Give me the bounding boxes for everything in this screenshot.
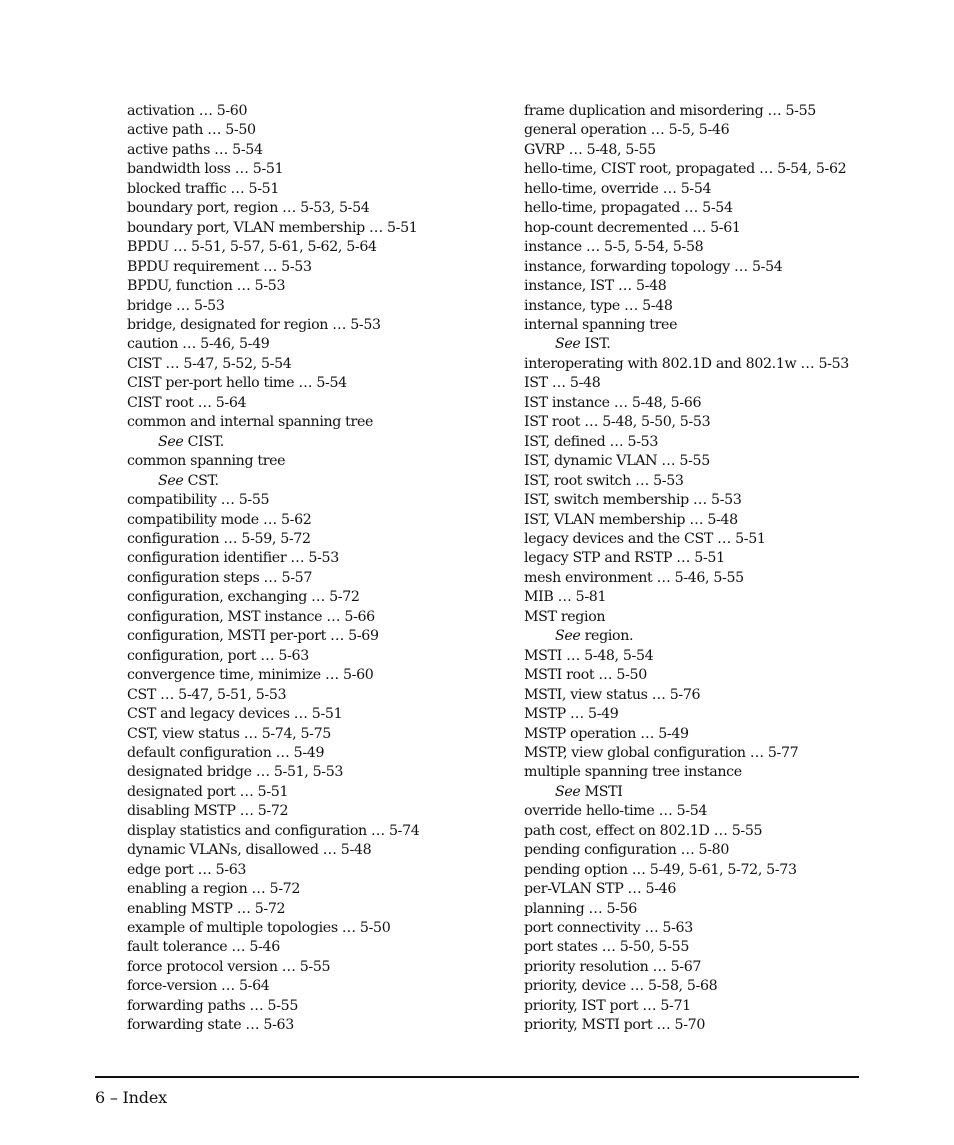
index-entry-text: blocked traffic … 5-51 (127, 180, 279, 197)
see-word: See (158, 433, 184, 450)
index-entry-text: legacy devices and the CST … 5-51 (524, 530, 766, 547)
index-entry-text: hello-time, CIST root, propagated … 5-54, 5-62 (524, 161, 847, 178)
index-entry-text: priority, IST port … 5-71 (524, 997, 691, 1014)
index-entry-text: IST, dynamic VLAN … 5-55 (524, 453, 710, 470)
index-entry (127, 549, 507, 568)
see-reference (127, 472, 507, 491)
index-entry (524, 413, 944, 432)
index-entry (524, 822, 944, 841)
index-entry-text: instance, IST … 5-48 (524, 278, 667, 295)
index-entry (127, 647, 507, 666)
index-entry-text: configuration steps … 5-57 (127, 569, 313, 586)
index-entry (127, 822, 507, 841)
index-entry-text: CST, view status … 5-74, 5-75 (127, 725, 331, 742)
index-entry-text: priority resolution … 5-67 (524, 958, 702, 975)
index-entry (127, 569, 507, 588)
index-entry-text: configuration, exchanging … 5-72 (127, 589, 360, 606)
index-entry (524, 511, 944, 530)
page-footer: 6 – Index (95, 1088, 167, 1107)
index-entry-text: hop-count decremented … 5-61 (524, 219, 741, 236)
index-entry-text: BPDU, function … 5-53 (127, 278, 286, 295)
index-entry-text: instance, type … 5-48 (524, 297, 673, 314)
index-entry-text: common spanning tree (127, 453, 286, 470)
index-entry (524, 977, 944, 996)
index-entry (524, 219, 944, 238)
index-entry-text: hello-time, override … 5-54 (524, 180, 712, 197)
index-entry (524, 919, 944, 938)
index-entry-text: priority, MSTI port … 5-70 (524, 1017, 706, 1034)
index-entry-text: internal spanning tree (524, 316, 678, 333)
index-entry (127, 763, 507, 782)
index-entry-text: force protocol version … 5-55 (127, 958, 331, 975)
index-entry (127, 297, 507, 316)
footer-rule (95, 1076, 859, 1078)
index-entry-text: IST, defined … 5-53 (524, 433, 659, 450)
index-entry-text: dynamic VLANs, disallowed … 5-48 (127, 842, 372, 859)
index-entry-text: planning … 5-56 (524, 900, 637, 917)
index-entry (127, 355, 507, 374)
index-entry-text: MSTP … 5-49 (524, 706, 619, 723)
index-entry (524, 102, 944, 121)
index-entry-text: IST, VLAN membership … 5-48 (524, 511, 738, 528)
index-entry-text: designated port … 5-51 (127, 783, 289, 800)
index-entry-text: interoperating with 802.1D and 802.1w … 5-53 (524, 355, 849, 372)
index-entry-text: designated bridge … 5-51, 5-53 (127, 764, 344, 781)
index-entry (524, 647, 944, 666)
index-entry-text: enabling a region … 5-72 (127, 881, 301, 898)
index-entry-text: MSTI root … 5-50 (524, 667, 647, 684)
index-entry (524, 141, 944, 160)
index-entry-text: configuration, port … 5-63 (127, 647, 309, 664)
see-reference (524, 335, 944, 354)
index-entry-text: MIB … 5-81 (524, 589, 607, 606)
index-entry-text: IST root … 5-48, 5-50, 5-53 (524, 414, 711, 431)
index-entry (524, 433, 944, 452)
index-entry (524, 861, 944, 880)
index-entry-text: configuration, MST instance … 5-66 (127, 608, 375, 625)
index-entry (524, 297, 944, 316)
index-entry (127, 530, 507, 549)
index-entry (524, 900, 944, 919)
index-entry (127, 316, 507, 335)
index-entry-text: port states … 5-50, 5-55 (524, 939, 690, 956)
index-entry (524, 258, 944, 277)
index-entry-text: display statistics and configuration … 5-74 (127, 822, 420, 839)
index-entry (524, 452, 944, 471)
index-entry-text: legacy STP and RSTP … 5-51 (524, 550, 725, 567)
index-entry (524, 686, 944, 705)
index-entry-text: per-VLAN STP … 5-46 (524, 881, 677, 898)
index-entry (127, 841, 507, 860)
index-entry-text: active paths … 5-54 (127, 141, 263, 158)
index-entry (127, 511, 507, 530)
see-target: MSTI (580, 783, 623, 800)
index-entry-text: bandwidth loss … 5-51 (127, 161, 284, 178)
index-entry (524, 569, 944, 588)
index-entry (524, 666, 944, 685)
index-entry-text: fault tolerance … 5-46 (127, 939, 280, 956)
index-entry-text: force-version … 5-64 (127, 978, 270, 995)
index-entry-text: enabling MSTP … 5-72 (127, 900, 286, 917)
index-entry (127, 160, 507, 179)
index-entry-text: example of multiple topologies … 5-50 (127, 920, 391, 937)
index-entry-text: forwarding state … 5-63 (127, 1017, 294, 1034)
index-entry-text: BPDU … 5-51, 5-57, 5-61, 5-62, 5-64 (127, 239, 377, 256)
index-entry-text: default configuration … 5-49 (127, 744, 325, 761)
index-entry-text: mesh environment … 5-46, 5-55 (524, 569, 744, 586)
see-word: See (555, 783, 581, 800)
index-entry-text: hello-time, propagated … 5-54 (524, 200, 733, 217)
index-entry (524, 588, 944, 607)
index-entry-text: CIST root … 5-64 (127, 394, 247, 411)
index-entry-text: configuration identifier … 5-53 (127, 550, 339, 567)
index-entry (524, 491, 944, 510)
index-entry (127, 277, 507, 296)
index-entry-text: IST, root switch … 5-53 (524, 472, 684, 489)
index-entry-text: bridge … 5-53 (127, 297, 225, 314)
index-entry (127, 102, 507, 121)
index-entry (127, 861, 507, 880)
index-entry (127, 938, 507, 957)
index-entry-text: compatibility mode … 5-62 (127, 511, 312, 528)
index-entry (524, 355, 944, 374)
index-entry (127, 394, 507, 413)
index-entry (524, 199, 944, 218)
index-entry-text: bridge, designated for region … 5-53 (127, 316, 381, 333)
index-entry (127, 997, 507, 1016)
see-word: See (555, 628, 581, 645)
index-entry (524, 316, 944, 355)
index-entry-text: forwarding paths … 5-55 (127, 997, 298, 1014)
see-target: region. (580, 628, 634, 645)
index-entry (524, 530, 944, 549)
see-target: CIST. (183, 433, 224, 450)
index-entry (524, 725, 944, 744)
index-entry (127, 705, 507, 724)
index-entry (524, 180, 944, 199)
see-reference (524, 627, 944, 646)
index-entry-text: multiple spanning tree instance (524, 764, 742, 781)
index-entry (524, 121, 944, 140)
index-entry-text: CST … 5-47, 5-51, 5-53 (127, 686, 287, 703)
index-entry-text: instance … 5-5, 5-54, 5-58 (524, 239, 704, 256)
index-entry (127, 180, 507, 199)
index-entry (524, 958, 944, 977)
index-entry-text: pending option … 5-49, 5-61, 5-72, 5-73 (524, 861, 797, 878)
see-word: See (158, 472, 184, 489)
index-column-right (524, 102, 944, 1036)
index-entry-text: override hello-time … 5-54 (524, 803, 708, 820)
index-entry-text: pending configuration … 5-80 (524, 842, 730, 859)
index-entry (524, 802, 944, 821)
index-entry-text: instance, forwarding topology … 5-54 (524, 258, 783, 275)
index-entry-text: convergence time, minimize … 5-60 (127, 667, 374, 684)
index-entry (524, 938, 944, 957)
index-entry-text: MSTI, view status … 5-76 (524, 686, 701, 703)
index-entry (127, 880, 507, 899)
index-entry-text: IST, switch membership … 5-53 (524, 492, 742, 509)
index-column-left (127, 102, 507, 1036)
index-entry (524, 705, 944, 724)
index-entry (524, 880, 944, 899)
see-target: CST. (183, 472, 219, 489)
index-entry-text: MSTP operation … 5-49 (524, 725, 689, 742)
index-entry (524, 374, 944, 393)
index-entry (127, 744, 507, 763)
index-entry (524, 277, 944, 296)
index-entry (524, 549, 944, 568)
index-entry (127, 977, 507, 996)
index-entry-text: configuration … 5-59, 5-72 (127, 530, 311, 547)
index-entry-text: caution … 5-46, 5-49 (127, 336, 270, 353)
see-word: See (555, 336, 581, 353)
index-entry-text: common and internal spanning tree (127, 414, 374, 431)
index-entry (524, 394, 944, 413)
index-entry (127, 725, 507, 744)
index-entry-text: GVRP … 5-48, 5-55 (524, 141, 656, 158)
index-entry (127, 608, 507, 627)
index-entry (127, 121, 507, 140)
index-entry (127, 452, 507, 491)
index-entry (127, 666, 507, 685)
index-entry-text: IST instance … 5-48, 5-66 (524, 394, 702, 411)
index-entry (524, 608, 944, 647)
index-entry-text: MST region (524, 608, 606, 625)
index-entry (127, 258, 507, 277)
index-entry-text: activation … 5-60 (127, 103, 248, 119)
see-reference (127, 433, 507, 452)
index-entry (127, 900, 507, 919)
index-entry (524, 472, 944, 491)
index-entry (127, 335, 507, 354)
index-entry (127, 1016, 507, 1035)
index-entry-text: CIST per-port hello time … 5-54 (127, 375, 347, 392)
index-entry-text: MSTP, view global configuration … 5-77 (524, 744, 799, 761)
index-entry-text: boundary port, VLAN membership … 5-51 (127, 219, 418, 236)
index-entry-text: active path … 5-50 (127, 122, 256, 139)
index-entry-text: configuration, MSTI per-port … 5-69 (127, 628, 379, 645)
index-entry (127, 238, 507, 257)
index-entry (127, 141, 507, 160)
index-entry-text: edge port … 5-63 (127, 861, 247, 878)
index-entry-text: disabling MSTP … 5-72 (127, 803, 289, 820)
index-entry-text: path cost, effect on 802.1D … 5-55 (524, 822, 763, 839)
index-entry (524, 997, 944, 1016)
index-entry (127, 588, 507, 607)
index-entry (127, 491, 507, 510)
index-entry-text: port connectivity … 5-63 (524, 920, 693, 937)
index-entry (524, 744, 944, 763)
index-entry (524, 763, 944, 802)
index-entry-text: boundary port, region … 5-53, 5-54 (127, 200, 370, 217)
index-entry-text: compatibility … 5-55 (127, 492, 270, 509)
index-entry-text: BPDU requirement … 5-53 (127, 258, 312, 275)
index-entry (524, 841, 944, 860)
index-entry (524, 238, 944, 257)
index-entry-text: IST … 5-48 (524, 375, 601, 392)
see-target: IST. (580, 336, 611, 353)
index-entry (127, 783, 507, 802)
index-entry (524, 160, 944, 179)
index-entry-text: general operation … 5-5, 5-46 (524, 122, 730, 139)
index-entry (127, 686, 507, 705)
index-entry (127, 802, 507, 821)
see-reference (524, 783, 944, 802)
index-entry-text: MSTI … 5-48, 5-54 (524, 647, 654, 664)
index-entry (127, 958, 507, 977)
index-entry (127, 374, 507, 393)
index-entry (127, 413, 507, 452)
index-entry (127, 219, 507, 238)
index-entry-text: CIST … 5-47, 5-52, 5-54 (127, 355, 292, 372)
index-entry (127, 199, 507, 218)
index-entry (524, 1016, 944, 1035)
index-entry (127, 919, 507, 938)
index-entry (127, 627, 507, 646)
index-entry-text: CST and legacy devices … 5-51 (127, 706, 343, 723)
index-entry-text: frame duplication and misordering … 5-55 (524, 103, 816, 119)
index-entry-text: priority, device … 5-58, 5-68 (524, 978, 718, 995)
